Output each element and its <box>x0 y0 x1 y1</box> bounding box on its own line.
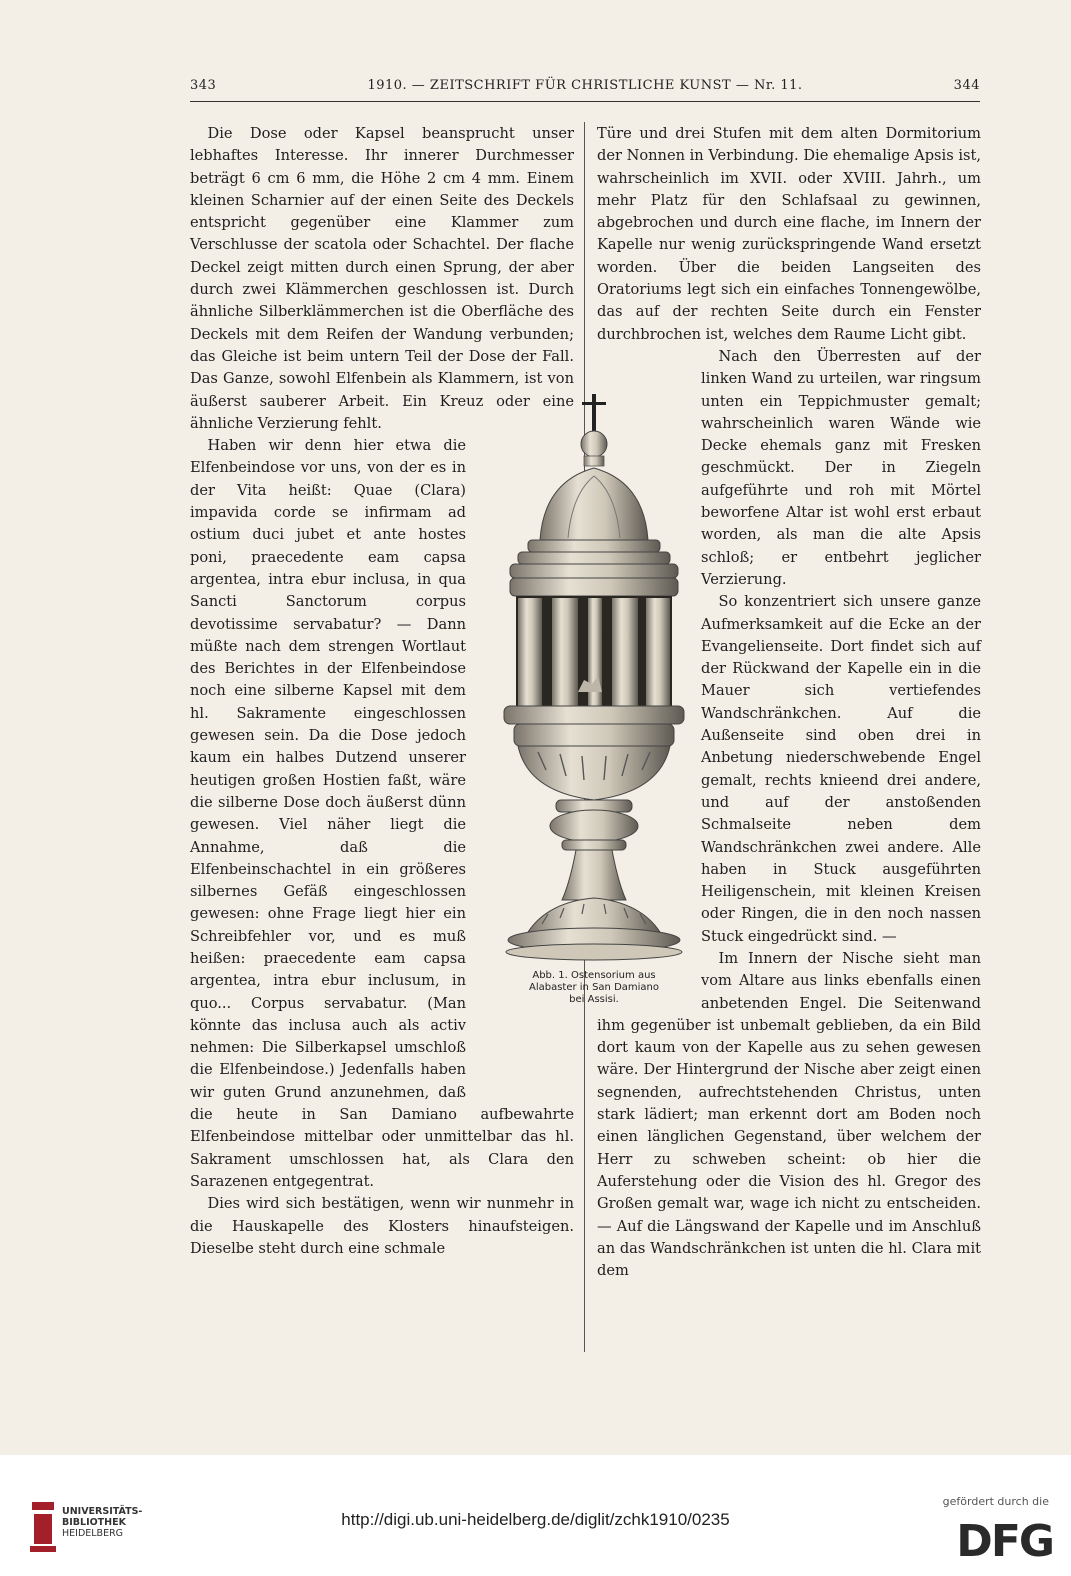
caption-line: Abb. 1. Ostensorium aus <box>532 970 656 981</box>
caption-line: bei Assisi. <box>569 994 619 1005</box>
funding-note: gefördert durch die <box>942 1495 1049 1508</box>
caption-line: Alabaster in San Damiano <box>528 982 659 993</box>
paragraph: Türe und drei Stufen mit dem alten Dormitorium der Nonnen in Verbindung. Die ehemalige Apsis ist, wahrscheinlich im XVII. oder XVIII. Jahrh., um mehr Platz für den Schlafsaal zu gewinnen, abgebrochen und durch eine flache, im Innern der Kapelle nur wenig zurückspringende Wand ersetzt worden. Über die beiden Langseiten des Oratoriums legt sich ein einfaches Tonnengewölbe, das auf der rechten Seite durch ein Fenster durchbrochen ist, welches dem Raume Licht gibt. <box>597 125 981 343</box>
page-number-right: 344 <box>953 78 980 93</box>
ostensorium-illustration <box>488 392 700 972</box>
dfg-logo: DFG <box>956 1516 1053 1567</box>
library-line: UNIVERSITÄTS- <box>62 1506 143 1517</box>
journal-title: 1910. — ZEITSCHRIFT FÜR CHRISTLICHE KUNST — Nr. 11. <box>367 78 803 93</box>
paragraph: Haben wir denn hier etwa die Elfenbeindose vor uns, von der es in der Vita heißt: Quae (Clara) impavida corde se infirmam ad ostium duci jubet et ante hostes poni, praecedente eam capsa argentea, intra ebur inclusa, in qua Sancti Sanctorum corpus devotissime servabatur? — Dann müßte nach dem strengen Wortlaut des Berichtes in der Elfenbeindose noch eine silberne Kapsel mit dem hl. Sakramente eingeschlossen gewesen sein. Da die Dose jedoch kaum ein halbes Dutzend unserer heutigen großen Hostien faßt, wäre die silberne Dose doch äußerst dünn gewesen. Viel näher liegt die Annahme, daß die Elfenbeinschachtel in ein größeres silbernes Gefäß eingeschlossen gewesen: ohne Frage liegt hier ein Schreibfehler vor, und es muß heißen: praecedente eam capsa argentea, intra ebur inclusum, in quo... Corpus servabatur. (Man könnte das inclusa auch als activ nehmen: Die Silberkapsel umschloß die Elfenbeindose.) Jedenfalls haben wir guten Grund anzunehmen, daß die heute in San Damiano aufbewahrte Elfenbeindose mittelbar oder unmittelbar das hl. Sakrament umschlossen hat, als Clara den Sarazenen entgegentrat. <box>190 437 574 1190</box>
permalink-url[interactable]: http://digi.ub.uni-heidelberg.de/diglit/zchk1910/0235 <box>341 1510 730 1529</box>
header-rule <box>190 101 980 102</box>
figure-caption <box>488 970 700 1006</box>
paragraph: Nach den Überresten auf der linken Wand zu urteilen, war ringsum unten ein Teppichmuster gemalt; wahrscheinlich waren Wände wie Decke ehemals ganz mit Fresken geschmückt. Der in Ziegeln aufgeführte und roh mit Mörtel beworfene Altar ist wohl erst erbaut worden, als man die alte Apsis schloß; er entbehrt jeglicher Verzierung. <box>701 347 981 588</box>
paragraph: Die Dose oder Kapsel beansprucht unser lebhaftes Interesse. Ihr innerer Durchmesser beträgt 6 cm 6 mm, die Höhe 2 cm 4 mm. Einem kleinen Scharnier auf der einen Seite des Deckels entspricht gegenüber eine Klammer zum Verschlusse der scatola oder Schachtel. Der flache Deckel zeigt mitten durch einen Sprung, der aber durch zwei Klämmerchen geschlossen ist. Durch ähnliche Silberklämmerchen ist die Oberfläche des Deckels mit dem Reifen der Wandung verbunden; das Gleiche ist beim untern Teil der Dose der Fall. Das Ganze, sowohl Elfenbein als Klammern, ist von äußerst sauberer Arbeit. Ein Kreuz oder eine ähnliche Verzierung fehlt. <box>190 125 574 432</box>
page-number-left: 343 <box>190 78 217 93</box>
paragraph: Dies wird sich bestätigen, wenn wir nunmehr in die Hauskapelle des Klosters hinaufsteigen. Dieselbe steht durch eine schmale <box>190 1195 574 1257</box>
paragraph: So konzentriert sich unsere ganze Aufmerksamkeit auf die Ecke an der Evangelienseite. Dort findet sich auf der Rückwand der Kapelle ein in die Mauer sich vertiefendes Wandschränkchen. Auf die Außenseite sind oben drei in Anbetung niederschwebende Engel gemalt, rechts knieend drei andere, und auf der anstoßenden Schmalseite neben dem Wandschränkchen zwei andere. Alle haben in Stuck ausgeführten Heiligenschein, mit kleinen Kreisen oder Ringen, die in den noch nassen Stuck eingedrückt sind. — <box>701 593 981 945</box>
library-line: BIBLIOTHEK <box>62 1517 126 1528</box>
running-header <box>190 78 980 98</box>
library-line: HEIDELBERG <box>62 1528 124 1539</box>
paragraph: Im Innern der Nische sieht man vom Altare aus links ebenfalls einen anbetenden Engel. Die Seitenwand ihm gegenüber ist unbemalt geblieben, da ein Bild dort kaum von der Kapelle aus zu sehen gewesen wäre. Der Hintergrund der Nische aber zeigt einen segnenden, aufrechtstehenden Christus, unten stark lädiert; man erkennt dort am Boden noch einen länglichen Gegenstand, über welchem der Herr zu schweben scheint: ob hier die Auferstehung oder die Vision des hl. Gregor des Großen gemalt war, wage ich nicht zu entscheiden. — Auf die Längswand der Kapelle und im Anschluß an das Wandschränkchen ist unten die hl. Clara mit dem <box>597 949 981 1280</box>
